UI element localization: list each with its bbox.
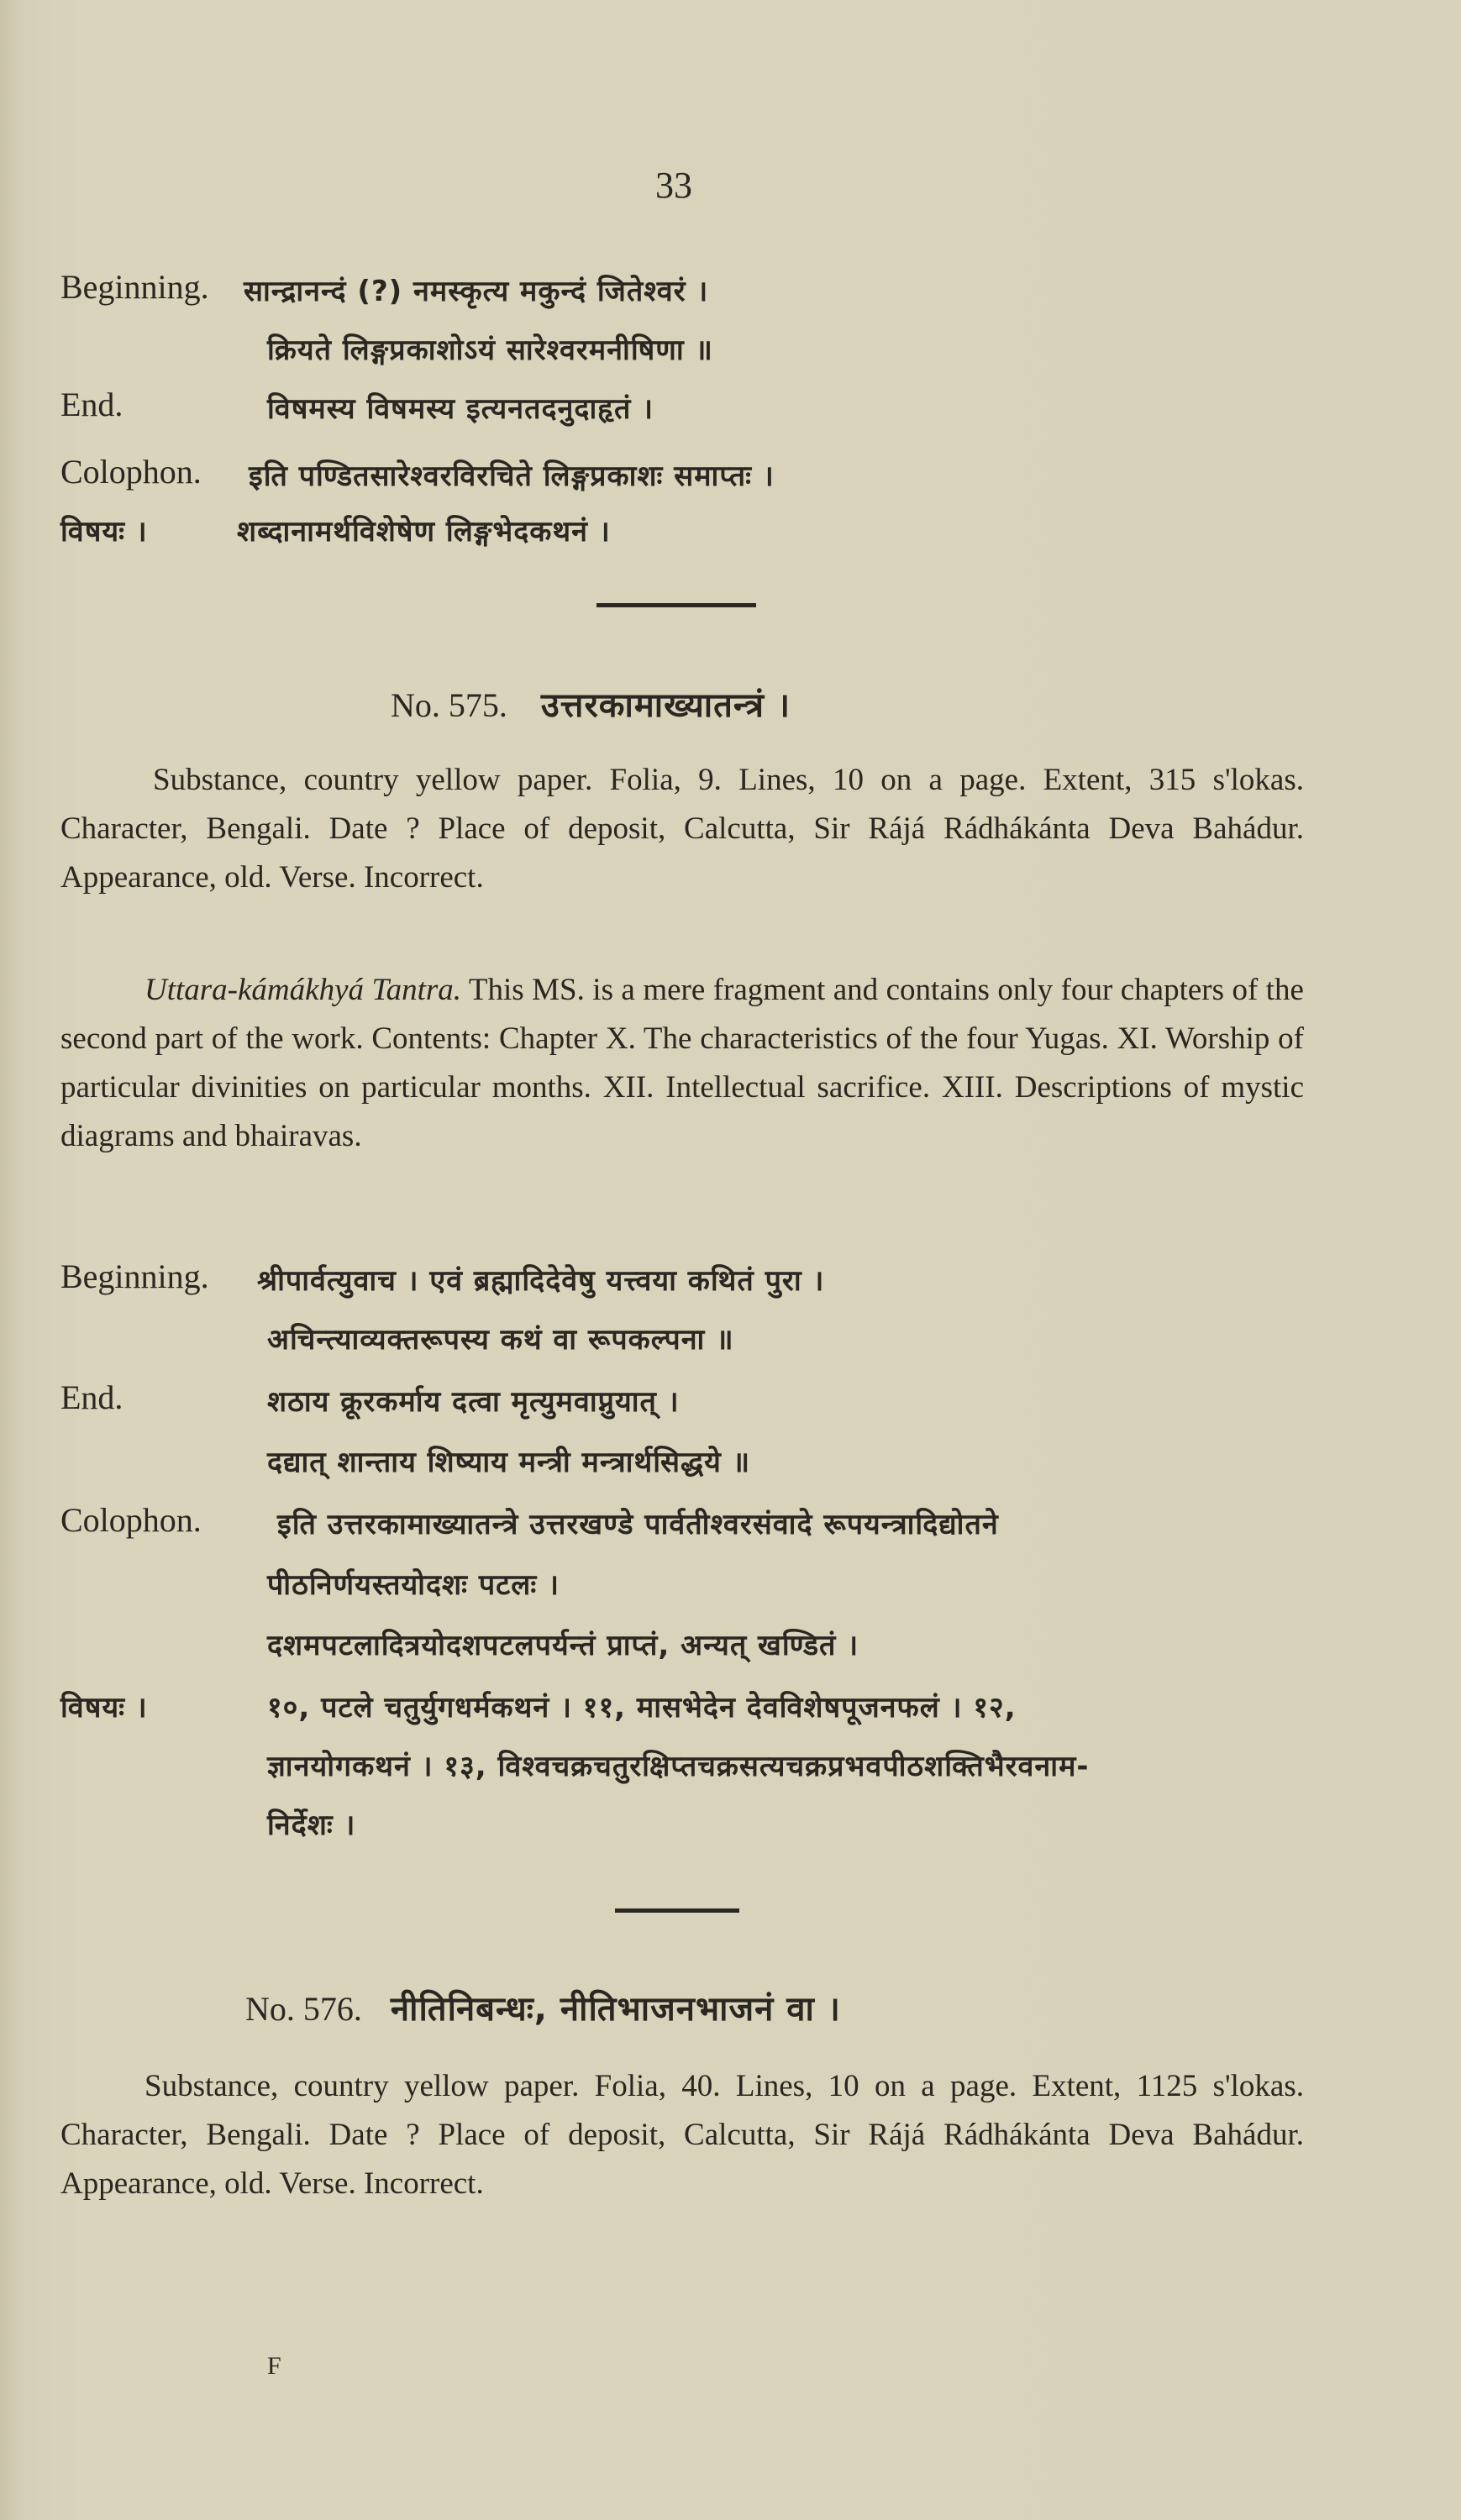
beginning-line: श्रीपार्वत्युवाच । एवं ब्रह्मादिदेवेषु यत्त्वया कथितं पुरा । <box>257 1264 825 1298</box>
subject-label: विषयः । <box>60 515 148 549</box>
subject-line: शब्दानामर्थविशेषेण लिङ्गभेदकथनं । <box>237 515 611 549</box>
entry-number: No. 576. <box>245 1990 362 2028</box>
subject-line: निर्देशः । <box>267 1809 356 1842</box>
subject-line: ज्ञानयोगकथनं । १३, विश्वचक्रचतुरक्षिप्तचक्रसत्यचक्रप्रभवपीठशक्तिभैरवनाम- <box>267 1750 1090 1783</box>
subject-line: १०, पटले चतुर्युगधर्मकथनं । ११, मासभेदेन देवविशेषपूजनफलं । १२, <box>267 1691 1017 1725</box>
entry-number: No. 575. <box>391 686 507 724</box>
end-label: End. <box>60 1378 124 1416</box>
beginning-label: Beginning. <box>60 268 209 306</box>
colophon-line: इति पण्डितसारेश्वरविरचिते लिङ्गप्रकाशः समाप्तः । <box>249 459 775 493</box>
colophon-line: इति उत्तरकामाख्यातन्त्रे उत्तरखण्डे पार्वतीश्वरसंवादे रूपयन्त्रादिद्योतने <box>277 1508 999 1541</box>
beginning-line: सान्द्रानन्दं (?) नमस्कृत्य मकुन्दं जितेश्वरं । <box>244 275 709 308</box>
end-line: शठाय क्रूरकर्माय दत्वा मृत्युमवाप्नुयात् । <box>267 1385 680 1419</box>
summary-paragraph <box>60 966 1304 1161</box>
description-paragraph: Substance, country yellow paper. Folia, 40. Lines, 10 on a page. Extent, 1125 s'lokas. Character, Bengali. Date ? Place of deposit, Calcutta, Sir Rájá Rádhákánta Deva Bahádur. Appearance, old. Verse. Incorrect. <box>60 2069 1304 2201</box>
summary-text: This MS. is a mere fragment and contains only four chapters of the second part of the work. Contents: Chapter X. The characteristics of the four Yugas. XI. Worship of particular divinities on particular months. XII. Intellectual sacrifice. XIII. Descriptions of mystic diagrams and bhairavas. <box>60 973 1304 1153</box>
signature-mark: F <box>267 2352 281 2380</box>
end-label: End. <box>60 386 124 423</box>
section-divider <box>596 603 756 607</box>
description-paragraph: Substance, country yellow paper. Folia, 9. Lines, 10 on a page. Extent, 315 s'lokas. Character, Bengali. Date ? Place of deposit, Calcutta, Sir Rájá Rádhákánta Deva Bahádur. Appearance, old. Verse. Incorrect. <box>60 763 1304 895</box>
page-number: 33 <box>655 165 692 206</box>
beginning-line: क्रियते लिङ्गप्रकाशोऽयं सारेश्वरमनीषिणा ॥ <box>267 333 713 367</box>
subject-label: विषयः । <box>60 1691 148 1725</box>
end-line: दद्यात् शान्ताय शिष्याय मन्त्री मन्त्रार्थसिद्धये ॥ <box>267 1446 751 1479</box>
beginning-line: अचिन्त्याव्यक्तरूपस्य कथं वा रूपकल्पना ॥ <box>267 1323 734 1357</box>
entry-heading <box>245 1984 841 2030</box>
colophon-label: Colophon. <box>60 1501 202 1539</box>
entry-heading <box>391 680 791 727</box>
colophon-line: दशमपटलादित्रयोदशपटलपर्यन्तं प्राप्तं, अन्यत् खण्डितं । <box>267 1629 859 1662</box>
entry-title: नीतिनिबन्धः, नीतिभाजनभाजनं वा । <box>390 1990 841 2029</box>
section-divider <box>615 1908 739 1913</box>
entry-title: उत्तरकामाख्यातन्त्रं । <box>540 686 791 725</box>
colophon-line: पीठनिर्णयस्तयोदशः पटलः । <box>267 1568 560 1602</box>
end-line: विषमस्य विषमस्य इत्यनतदनुदाहृतं । <box>267 392 654 426</box>
beginning-label: Beginning. <box>60 1257 209 1295</box>
work-title: Uttara-kámákhyá Tantra. <box>145 973 462 1007</box>
colophon-label: Colophon. <box>60 453 202 491</box>
